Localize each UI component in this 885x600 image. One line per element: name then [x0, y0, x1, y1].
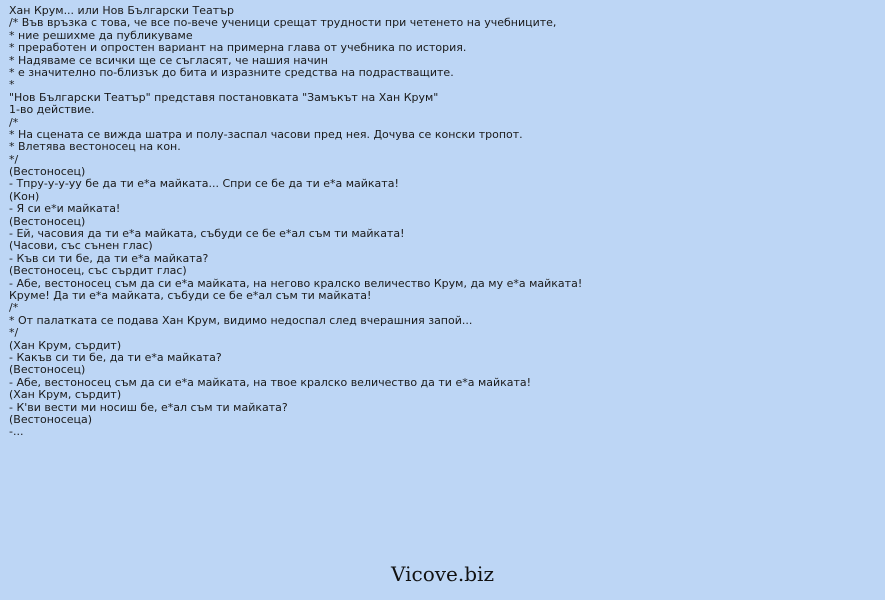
text-line: Круме! Да ти е*а майката, събуди се бе е*ал съм ти майката!: [9, 288, 372, 302]
text-line: /*: [9, 301, 19, 315]
text-line: - Ей, часовия да ти е*а майката, събуди се бе е*ал съм ти майката!: [9, 227, 405, 241]
text-line: (Кон): [9, 189, 40, 203]
text-line: (Хан Крум, сърдит): [9, 388, 122, 402]
text-line: -...: [9, 425, 24, 439]
text-line: "Нов Български Театър" представя постановката "Замъкът на Хан Крум": [9, 90, 439, 104]
text-line: - Какъв си ти бе, да ти е*а майката?: [9, 350, 222, 364]
text-line: */: [9, 326, 19, 340]
text-line: - Къв си ти бе, да ти е*а майката?: [9, 251, 209, 265]
text-line: (Вестоносец): [9, 363, 86, 377]
text-line: - Абе, вестоносец съм да си е*а майката, на твое кралско величество да ти е*а майката!: [9, 375, 532, 389]
text-line: * От палатката се подава Хан Крум, видимо недоспал след вчерашния запой...: [9, 313, 473, 327]
text-line: - Абе, вестоносец съм да си е*а майката, на негово кралско величество Крум, да му е*а майката!: [9, 276, 583, 290]
text-line: * Надяваме се всички ще се съгласят, че нашия начин: [9, 53, 328, 67]
text-line: (Вестоносеца): [9, 412, 93, 426]
text-line: (Хан Крум, сърдит): [9, 338, 122, 352]
text-line: - К'ви вести ми носиш бе, е*ал съм ти майката?: [9, 400, 288, 414]
text-line: * На сцената се вижда шатра и полу-заспал часови пред нея. Дочува се конски тропот.: [9, 127, 523, 141]
text-line: /*: [9, 115, 19, 129]
text-line: 1-во действие.: [9, 103, 95, 117]
text-line: *: [9, 78, 15, 92]
article-text: [9, 5, 879, 439]
text-line: - Я си е*и майката!: [9, 202, 121, 216]
text-line: - Тпру-у-у-уу бе да ти е*а майката... Спри се бе да ти е*а майката!: [9, 177, 399, 191]
text-line: (Вестоносец, със сърдит глас): [9, 264, 187, 278]
text-line: * Влетява вестоносец на кон.: [9, 140, 181, 154]
text-line: /* Във връзка с това, че все по-вече ученици срещат трудности при четенето на учебниците,: [9, 16, 557, 30]
text-line: Хан Крум... или Нов Български Театър: [9, 4, 234, 17]
text-line: (Вестоносец): [9, 214, 86, 228]
text-line: (Вестоносец): [9, 165, 86, 179]
text-line: (Часови, със сънен глас): [9, 239, 153, 253]
text-line: * е значително по-близък до бита и изразните средства на подрастващите.: [9, 65, 454, 79]
site-brand[interactable]: Vicove.biz: [391, 562, 494, 586]
text-line: * преработен и опростен вариант на примерна глава от учебника по история.: [9, 41, 467, 55]
text-line: * ние решихме да публикуваме: [9, 28, 193, 42]
text-line: */: [9, 152, 19, 166]
